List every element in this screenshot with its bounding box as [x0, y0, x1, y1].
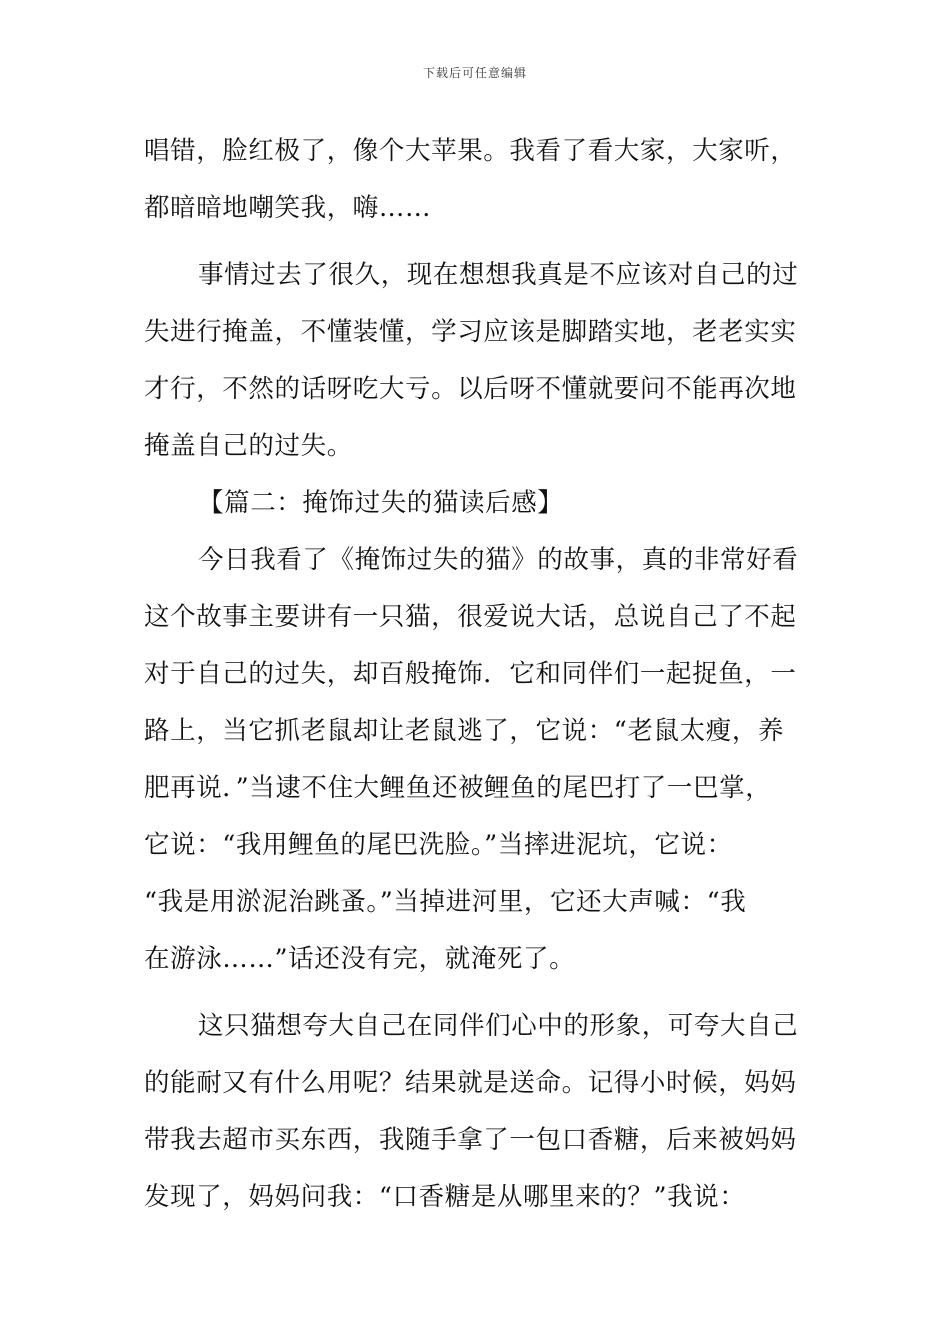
text-line: 对于自己的过失，却百般掩饰．它和同伴们一起捉鱼，一 [144, 659, 797, 689]
text-line: 的能耐又有什么用呢？结果就是送命。记得小时候，妈妈 [144, 1068, 797, 1098]
text-line: 事情过去了很久，现在想想我真是不应该对自己的过 [198, 260, 799, 290]
text-line: 路上，当它抓老鼠却让老鼠逃了，它说：“老鼠太瘦，养 [144, 716, 785, 746]
text-line: 这个故事主要讲有一只猫，很爱说大话，总说自己了不起 [144, 602, 797, 632]
text-line: 肥再说．”当逮不住大鲤鱼还被鲤鱼的尾巴打了一巴掌， [144, 773, 772, 803]
text-line: 发现了，妈妈问我：“口香糖是从哪里来的？”我说： [144, 1182, 746, 1212]
text-line: “我是用淤泥治跳蚤。”当掉进河里，它还大声喊：“我 [144, 887, 747, 917]
document-body [144, 129, 810, 1232]
text-line: 带我去超市买东西，我随手拿了一包口香糖，后来被妈妈 [144, 1125, 797, 1155]
page-header: 下载后可任意编辑 [422, 66, 527, 80]
text-line: 才行，不然的话呀吃大亏。以后呀不懂就要问不能再次地 [144, 374, 797, 404]
text-line: 在游泳……”话还没有完，就淹死了。 [144, 944, 576, 974]
text-line: 掩盖自己的过失。 [144, 431, 353, 461]
text-line: 今日我看了《掩饰过失的猫》的故事，真的非常好看 [198, 545, 799, 575]
section-heading: 【篇二：掩饰过失的猫读后感】 [198, 488, 564, 518]
text-line: 都暗暗地嘲笑我，嗨…… [144, 193, 432, 223]
text-line: 这只猫想夸大自己在同伴们心中的形象，可夸大自己 [198, 1011, 799, 1041]
text-line: 唱错，脸红极了，像个大苹果。我看了看大家，大家听， [144, 136, 797, 166]
text-line: 失进行掩盖，不懂装懂，学习应该是脚踏实地，老老实实 [144, 317, 797, 347]
text-line: 它说：“我用鲤鱼的尾巴洗脸。”当摔进泥坑，它说： [144, 830, 733, 860]
